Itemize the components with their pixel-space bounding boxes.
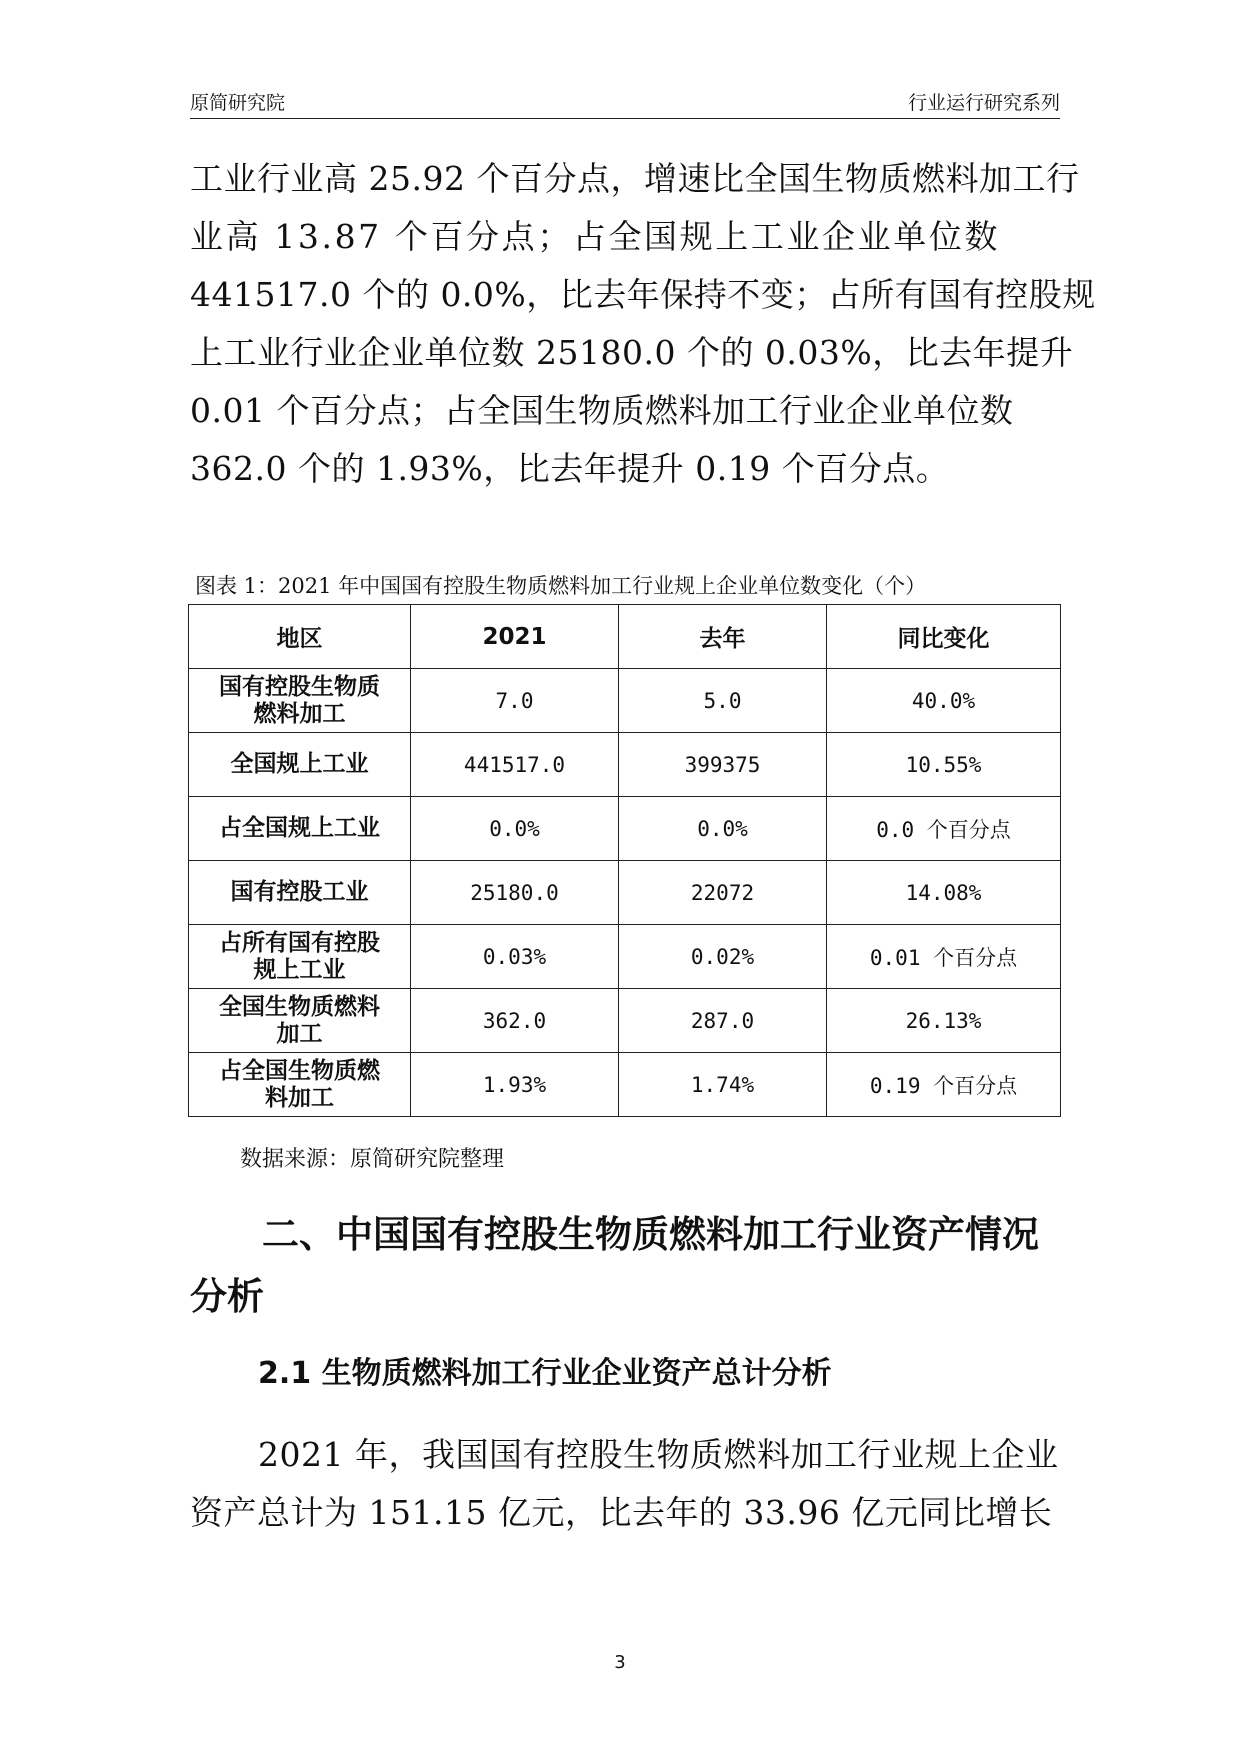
cell-last-year: 287.0 <box>619 989 827 1053</box>
cell-yoy-change: 10.55% <box>827 733 1061 797</box>
cell-2021: 0.0% <box>411 797 619 861</box>
table-row <box>189 733 1061 797</box>
subsection-heading: 2.1 生物质燃料加工行业企业资产总计分析 <box>258 1356 832 1391</box>
cell-yoy-change: 40.0% <box>827 669 1061 733</box>
row-label: 全国生物质燃料加工 <box>189 989 411 1053</box>
cell-last-year: 1.74% <box>619 1053 827 1117</box>
column-header-region: 地区 <box>189 605 411 669</box>
table-row <box>189 669 1061 733</box>
page-header <box>190 88 1060 119</box>
paragraph-line: 2021 年，我国国有控股生物质燃料加工行业规上企业 <box>258 1435 1059 1474</box>
table-row <box>189 989 1061 1053</box>
cell-yoy-change: 0.0 个百分点 <box>827 797 1061 861</box>
section-title-line-2: 分析 <box>190 1275 264 1318</box>
row-label: 国有控股工业 <box>189 861 411 925</box>
table-row <box>189 1053 1061 1117</box>
header-series-name: 行业运行研究系列 <box>907 92 1060 114</box>
cell-last-year: 0.0% <box>619 797 827 861</box>
cell-2021: 0.03% <box>411 925 619 989</box>
paragraph-line: 441517.0 个的 0.0%，比去年保持不变；占所有国有控股规 <box>190 275 1096 314</box>
paragraph-line: 上工业行业企业单位数 25180.0 个的 0.03%，比去年提升 <box>190 333 1074 372</box>
cell-2021: 362.0 <box>411 989 619 1053</box>
cell-yoy-change: 14.08% <box>827 861 1061 925</box>
table-source-note: 数据来源：原简研究院整理 <box>240 1147 505 1172</box>
paragraph-line: 业高 13.87 个百分点；占全国规上工业企业单位数 <box>190 217 1001 256</box>
cell-yoy-change: 26.13% <box>827 989 1061 1053</box>
cell-2021: 7.0 <box>411 669 619 733</box>
page-number: 3 <box>614 1652 626 1673</box>
table-row <box>189 925 1061 989</box>
paragraph-line: 0.01 个百分点；占全国生物质燃料加工行业企业单位数 <box>190 391 1014 430</box>
cell-last-year: 0.02% <box>619 925 827 989</box>
row-label: 占全国规上工业 <box>189 797 411 861</box>
cell-2021: 441517.0 <box>411 733 619 797</box>
column-header-yoy-change: 同比变化 <box>827 605 1061 669</box>
row-label: 占全国生物质燃料加工 <box>189 1053 411 1117</box>
paragraph-line: 工业行业高 25.92 个百分点，增速比全国生物质燃料加工行 <box>190 159 1080 198</box>
row-label: 占所有国有控股规上工业 <box>189 925 411 989</box>
unit-count-table <box>188 604 1061 1117</box>
cell-yoy-change: 0.19 个百分点 <box>827 1053 1061 1117</box>
cell-last-year: 22072 <box>619 861 827 925</box>
cell-2021: 25180.0 <box>411 861 619 925</box>
cell-2021: 1.93% <box>411 1053 619 1117</box>
row-label: 国有控股生物质燃料加工 <box>189 669 411 733</box>
paragraph-line: 资产总计为 151.15 亿元，比去年的 33.96 亿元同比增长 <box>190 1493 1053 1532</box>
column-header-last-year: 去年 <box>619 605 827 669</box>
paragraph-line: 362.0 个的 1.93%，比去年提升 0.19 个百分点。 <box>190 449 950 488</box>
header-org-name: 原简研究院 <box>190 92 286 114</box>
table-caption: 图表 1：2021 年中国国有控股生物质燃料加工行业规上企业单位数变化（个） <box>195 574 927 598</box>
section-title-line-1: 二、中国国有控股生物质燃料加工行业资产情况 <box>262 1213 1039 1256</box>
cell-last-year: 5.0 <box>619 669 827 733</box>
row-label: 全国规上工业 <box>189 733 411 797</box>
cell-yoy-change: 0.01 个百分点 <box>827 925 1061 989</box>
table-header-row <box>189 605 1061 669</box>
table-row <box>189 861 1061 925</box>
cell-last-year: 399375 <box>619 733 827 797</box>
column-header-2021: 2021 <box>411 605 619 669</box>
table-row <box>189 797 1061 861</box>
